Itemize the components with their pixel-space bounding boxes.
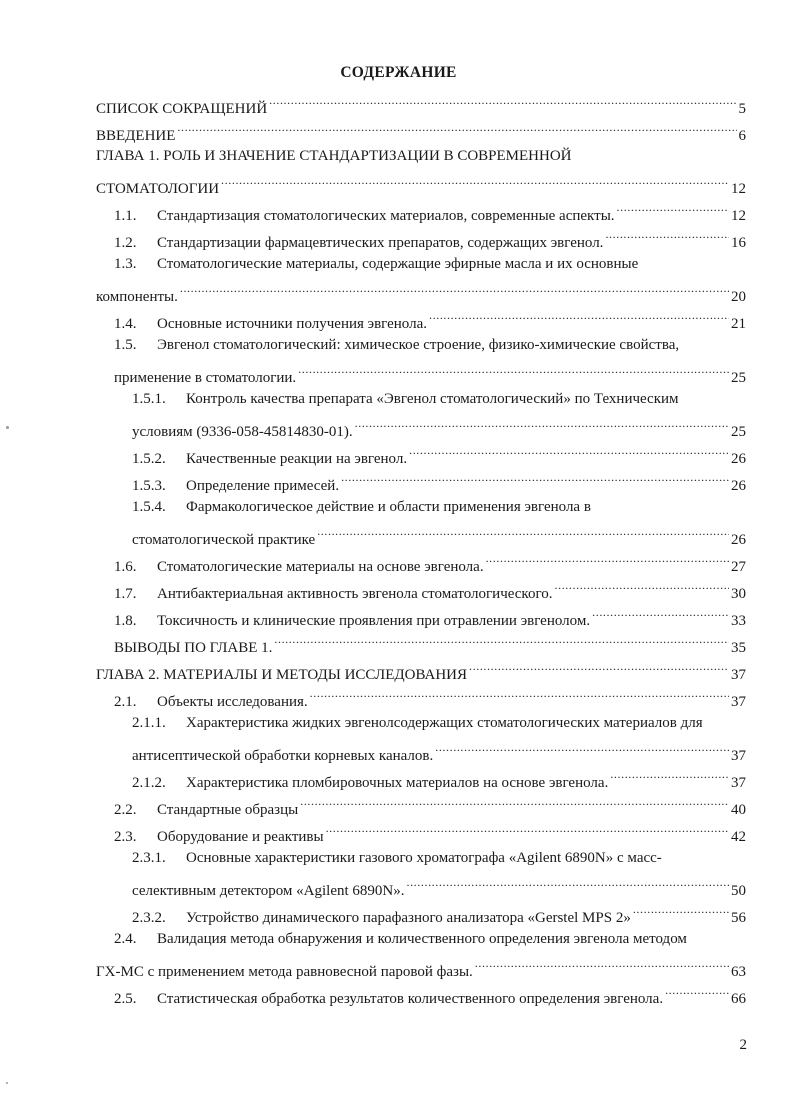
toc-entry-text-line1: Характеристика жидких эвгенолсодержащих стоматологических материалов для <box>186 715 703 731</box>
toc-entry-page: 42 <box>731 829 746 845</box>
toc-entry-text-line1: Валидация метода обнаружения и количественного определения эвгенола методом <box>157 931 687 947</box>
toc-entry-first-line <box>114 254 638 274</box>
toc-entry-text: антисептической обработки корневых каналов. <box>132 748 434 764</box>
toc-entry-text-line1: ГЛАВА 1. РОЛЬ И ЗНАЧЕНИЕ СТАНДАРТИЗАЦИИ В СОВРЕМЕННОЙ <box>96 148 572 164</box>
toc-leader-dots <box>486 551 729 571</box>
toc-entry-text-line1: Фармакологическое действие и области применения эвгенола в <box>186 499 591 515</box>
toc-entry-text-line1: Основные характеристики газового хроматографа «Agilent 6890N» с масс- <box>186 850 662 866</box>
toc-entry-page: 40 <box>731 802 746 818</box>
toc-entry-text: применение в стоматологии. <box>114 370 297 386</box>
toc-entry-page: 27 <box>731 559 746 575</box>
toc-entry <box>114 686 746 712</box>
toc-entry-number: 1.1. <box>114 208 137 224</box>
toc-entry-page: 66 <box>731 991 746 1007</box>
toc-entry-text: Стандартизация стоматологических материалов, современные аспекты. <box>157 208 615 224</box>
toc-entry-page: 26 <box>731 532 746 548</box>
toc-entry-first-line <box>132 389 679 409</box>
toc-entry <box>132 902 746 928</box>
toc-leader-dots <box>298 362 729 382</box>
toc-entry-text: селективным детектором «Agilent 6890N». <box>132 883 405 899</box>
toc-leader-dots <box>435 740 729 760</box>
toc-entry-text: компоненты. <box>96 289 178 305</box>
toc-entry-text: Стандартные образцы <box>157 802 299 818</box>
toc-entry-text: Статистическая обработка результатов количественного определения эвгенола. <box>157 991 664 1007</box>
toc-entry <box>132 443 746 469</box>
toc-entry <box>114 605 746 631</box>
toc-entry-page: 63 <box>731 964 746 980</box>
toc-entry-number: 2.1.2. <box>132 775 166 791</box>
toc-entry-page: 50 <box>731 883 746 899</box>
toc-entry-text-line1: Стоматологические материалы, содержащие эфирные масла и их основные <box>157 256 639 272</box>
toc-entry-text: СТОМАТОЛОГИИ <box>96 181 220 197</box>
toc-entry-number: 2.1.1. <box>132 715 166 731</box>
toc-entry-page: 12 <box>731 208 746 224</box>
scan-speck <box>6 426 9 429</box>
toc-entry <box>132 470 746 496</box>
toc-entry-number: 1.6. <box>114 559 137 575</box>
toc-leader-dots <box>177 120 736 140</box>
toc-leader-dots <box>310 686 729 706</box>
toc-entry-number: 1.5.1. <box>132 391 166 407</box>
toc-entry-number: 1.5.2. <box>132 451 166 467</box>
toc-entry-first-line <box>114 335 679 355</box>
toc-entry <box>132 740 746 766</box>
scan-speck <box>6 1082 8 1084</box>
toc-entry-first-line <box>114 929 687 949</box>
toc-leader-dots <box>592 605 729 625</box>
toc-entry-text: Оборудование и реактивы <box>157 829 324 845</box>
page-title: СОДЕРЖАНИЕ <box>340 64 457 81</box>
toc-entry-page: 6 <box>738 128 746 144</box>
toc-leader-dots <box>555 578 730 598</box>
toc-leader-dots <box>617 200 729 220</box>
toc-leader-dots <box>665 983 729 1003</box>
toc-entry <box>96 956 746 982</box>
toc-entry-number: 2.5. <box>114 991 137 1007</box>
toc-entry-page: 37 <box>731 667 746 683</box>
toc-entry <box>114 308 746 334</box>
toc-leader-dots <box>610 767 729 787</box>
toc-entry <box>132 416 746 442</box>
toc-leader-dots <box>633 902 729 922</box>
toc-entry-page: 12 <box>731 181 746 197</box>
toc-entry-page: 5 <box>738 101 746 117</box>
toc-entry-page: 25 <box>731 370 746 386</box>
toc-leader-dots <box>274 632 729 652</box>
toc-leader-dots <box>409 443 729 463</box>
toc-entry-text: Токсичность и клинические проявления при отравлении эвгенолом. <box>157 613 591 629</box>
toc-entry-number: 1.4. <box>114 316 137 332</box>
toc-entry <box>96 93 746 119</box>
toc-entry-text: ВВЕДЕНИЕ <box>96 128 176 144</box>
toc-entry-page: 21 <box>731 316 746 332</box>
toc-entry <box>96 659 746 685</box>
toc-entry-text: СПИСОК СОКРАЩЕНИЙ <box>96 101 268 117</box>
toc-entry <box>114 821 746 847</box>
page-number: 2 <box>739 1037 747 1053</box>
toc-leader-dots <box>221 173 729 193</box>
toc-entry <box>114 551 746 577</box>
toc-entry-page: 26 <box>731 451 746 467</box>
toc-entry <box>114 578 746 604</box>
toc-entry <box>132 875 746 901</box>
toc-entry <box>114 632 746 658</box>
toc-entry-page: 56 <box>731 910 746 926</box>
toc-entry <box>132 524 746 550</box>
toc-entry-text: Объекты исследования. <box>157 694 308 710</box>
toc-leader-dots <box>429 308 729 328</box>
toc-leader-dots <box>180 281 729 301</box>
toc-entry-text: Основные источники получения эвгенола. <box>157 316 428 332</box>
toc-entry-number: 1.5.4. <box>132 499 166 515</box>
toc-entry-first-line <box>96 146 572 166</box>
toc-entry-number: 1.8. <box>114 613 137 629</box>
toc-entry <box>114 983 746 1009</box>
toc-entry-page: 37 <box>731 694 746 710</box>
toc-entry-text-line1: Эвгенол стоматологический: химическое строение, физико-химические свойства, <box>157 337 680 353</box>
toc-entry-first-line <box>132 848 662 868</box>
toc-entry-text: ГЛАВА 2. МАТЕРИАЛЫ И МЕТОДЫ ИССЛЕДОВАНИЯ <box>96 667 468 683</box>
toc-entry-page: 25 <box>731 424 746 440</box>
toc-entry-text: условиям (9336-058-45814830-01). <box>132 424 353 440</box>
toc-entry-number: 1.2. <box>114 235 137 251</box>
toc-entry-first-line <box>132 497 591 517</box>
toc-entry <box>114 200 746 226</box>
toc-entry-number: 1.5. <box>114 337 137 353</box>
toc-entry-page: 20 <box>731 289 746 305</box>
toc-leader-dots <box>406 875 729 895</box>
toc-entry-number: 2.3.2. <box>132 910 166 926</box>
toc-leader-dots <box>475 956 729 976</box>
toc-entry-text: Антибактериальная активность эвгенола стоматологического. <box>157 586 553 602</box>
toc-entry-number: 1.7. <box>114 586 137 602</box>
toc-entry <box>114 227 746 253</box>
toc-leader-dots <box>269 93 736 113</box>
toc-entry-page: 35 <box>731 640 746 656</box>
toc-entry <box>132 767 746 793</box>
toc-entry <box>114 794 746 820</box>
toc-leader-dots <box>355 416 729 436</box>
toc-entry-page: 30 <box>731 586 746 602</box>
toc-entry-number: 2.1. <box>114 694 137 710</box>
toc-entry-number: 2.2. <box>114 802 137 818</box>
toc-entry-text: Стандартизации фармацевтических препаратов, содержащих эвгенол. <box>157 235 604 251</box>
toc-entry-page: 37 <box>731 775 746 791</box>
toc-leader-dots <box>469 659 729 679</box>
toc-entry <box>96 281 746 307</box>
toc-entry-text: ГХ-МС с применением метода равновесной паровой фазы. <box>96 964 473 980</box>
toc-entry <box>96 120 746 146</box>
toc-entry-page: 37 <box>731 748 746 764</box>
toc-entry-text: Качественные реакции на эвгенол. <box>186 451 408 467</box>
toc-entry <box>114 362 746 388</box>
toc-leader-dots <box>341 470 729 490</box>
toc-entry-number: 1.3. <box>114 256 137 272</box>
toc-entry-page: 16 <box>731 235 746 251</box>
toc-entry-text: Характеристика пломбировочных материалов на основе эвгенола. <box>186 775 609 791</box>
toc-entry-text: Определение примесей. <box>186 478 340 494</box>
toc-entry-number: 1.5.3. <box>132 478 166 494</box>
toc-entry-text: стоматологической практике <box>132 532 316 548</box>
toc-entry-page: 33 <box>731 613 746 629</box>
toc-entry-number: 2.4. <box>114 931 137 947</box>
toc-entry-text: Стоматологические материалы на основе эвгенола. <box>157 559 484 575</box>
toc-entry-text: ВЫВОДЫ ПО ГЛАВЕ 1. <box>114 640 273 656</box>
toc-entry-first-line <box>132 713 703 733</box>
toc-entry <box>96 173 746 199</box>
toc-leader-dots <box>317 524 729 544</box>
toc-entry-text-line1: Контроль качества препарата «Эвгенол стоматологический» по Техническим <box>186 391 679 407</box>
toc-leader-dots <box>300 794 729 814</box>
toc-entry-text: Устройство динамического парафазного анализатора «Gerstel MPS 2» <box>186 910 631 926</box>
toc-entry-number: 2.3. <box>114 829 137 845</box>
toc-entry-number: 2.3.1. <box>132 850 166 866</box>
toc-leader-dots <box>326 821 729 841</box>
toc-entry-page: 26 <box>731 478 746 494</box>
toc-leader-dots <box>605 227 729 247</box>
